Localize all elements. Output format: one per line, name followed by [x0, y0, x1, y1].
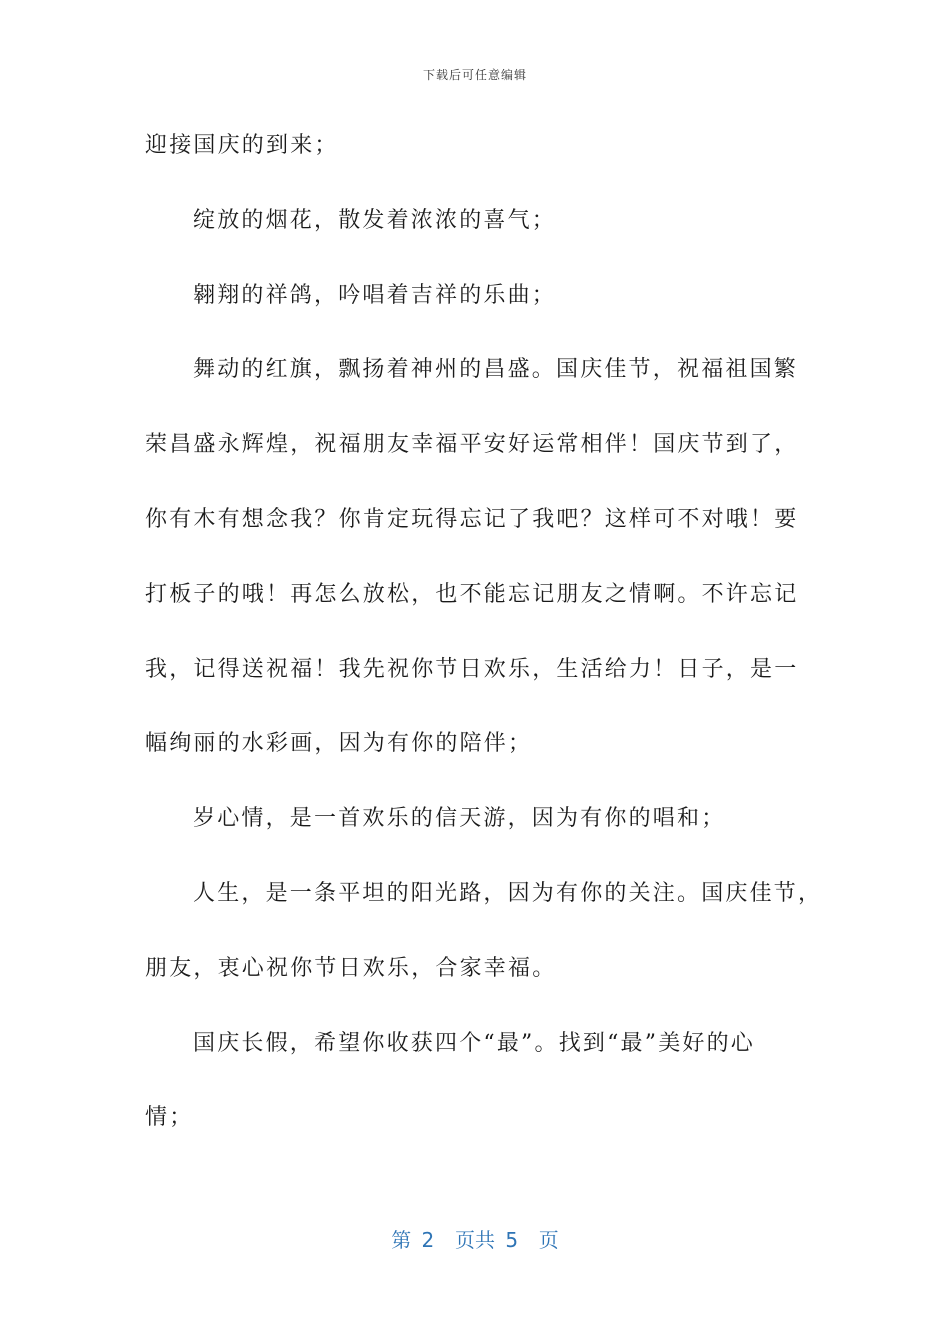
text-line: 你有木有想念我？你肯定玩得忘记了我吧？这样可不对哦！要	[145, 506, 799, 532]
text-line: 舞动的红旗，飘扬着神州的昌盛。国庆佳节，祝福祖国繁	[193, 357, 799, 383]
text-line: 迎接国庆的到来；	[145, 133, 339, 158]
text-line: 人生，是一条平坦的阳光路，因为有你的关注。国庆佳节，	[193, 880, 823, 906]
text-line: 岁心情，是一首欢乐的信天游，因为有你的唱和；	[193, 806, 726, 832]
text-line: 幅绚丽的水彩画，因为有你的陪伴；	[145, 731, 533, 757]
text-line: 打板子的哦！再怎么放松，也不能忘记朋友之情啊。不许忘记	[145, 581, 799, 607]
text-line: 国庆长假，希望你收获四个“最”。找到“最”美好的心	[193, 1030, 755, 1056]
text-line: 情；	[145, 1105, 194, 1131]
text-line: 翱翔的祥鸽，吟唱着吉祥的乐曲；	[193, 282, 557, 308]
text-line: 我，记得送祝福！我先祝你节日欢乐，生活给力！日子，是一	[145, 656, 799, 682]
page-header-note: 下载后可任意编辑	[422, 68, 527, 82]
page-number-label: 第 2 页共 5 页	[391, 1228, 559, 1252]
page-footer	[0, 1224, 950, 1253]
text-line: 绽放的烟花，散发着浓浓的喜气；	[193, 207, 557, 233]
text-line: 荣昌盛永辉煌，祝福朋友幸福平安好运常相伴！国庆节到了，	[145, 432, 799, 458]
document-body	[145, 121, 823, 1168]
text-line: 朋友，衷心祝你节日欢乐，合家幸福。	[145, 955, 557, 981]
